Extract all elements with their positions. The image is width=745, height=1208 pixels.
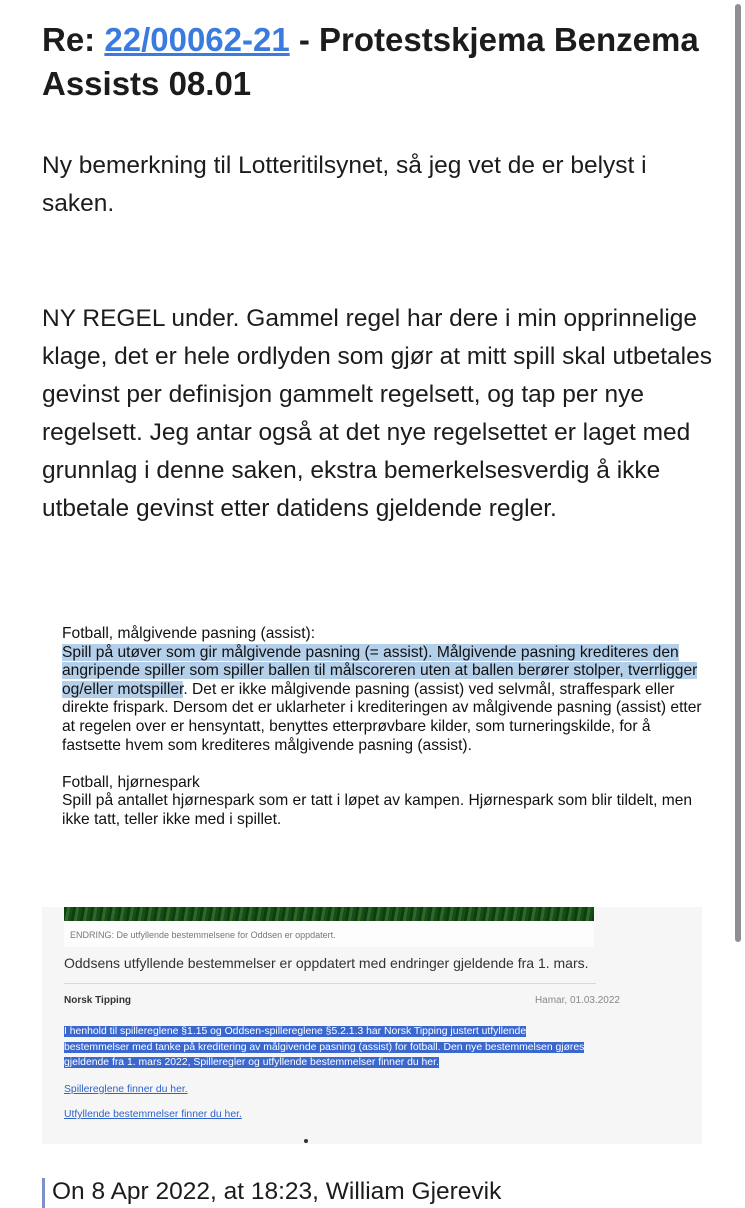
body-paragraph-1: Ny bemerkning til Lotteritilsynet, så jeg vet de er belyst i saken. [42,152,647,217]
scrollbar[interactable] [735,4,741,942]
rules-screenshot [62,625,702,830]
norsk-tipping-screenshot [42,907,702,1144]
grass-image [64,907,594,921]
case-number-link[interactable]: 22/00062-21 [104,21,290,58]
rules-heading-assist: Fotball, målgivende pasning (assist): [62,625,316,642]
change-banner: ENDRING: De utfyllende bestemmelsene for Oddsen er oppdatert. [64,921,594,947]
highlighted-rule-text: Spill på utøver som gir målgivende pasning (= assist). Målgivende pasning krediteres den angripende spiller som spiller ballen til målscoreren uten at ballen berører stolper, tverrligger og/eller motspiller [62,643,698,698]
rules-heading-corner: Fotball, hjørnespark [62,773,200,791]
news-date: Hamar, 01.03.2022 [534,995,620,1006]
rule-rest-text: . Det er ikke målgivende pasning (assist) ved selvmål, straffespark eller direkte frispark. Dersom det er uklarheter i krediteringen av målgivende pasning (assist) etter at regelen over er hensyntatt, benyttes etterprøvbare kilder, som turneringskilde, for å fastsette hvem som krediteres målgivende pasning (assist). [62,680,702,754]
selected-text: I henhold til spillereglene §1.15 og Oddsen-spillereglene §5.2.1.3 har Norsk Tipping justert utfyllende bestemmelser med tanke på kreditering av målgivende pasning (assist) for fotball. Den nye bestemmelsen gjøres gjeldende fra 1. mars 2022, Spilleregler og utfyllende bestemmelser finner du her. [64,1026,585,1068]
news-headline: Oddsens utfyllende bestemmelser er oppdatert med endringer gjeldende fra 1. mars. [64,955,589,971]
dot-indicator [304,1139,308,1143]
rules-link[interactable]: Spillereglene finner du her. [64,1084,188,1095]
subject-prefix: Re: [42,21,96,58]
subject-rest: - Protestskjema Benzema Assists 08.01 [42,21,699,102]
quoted-message-header: On 8 Apr 2022, at 18:23, William Gjerevik [52,1178,502,1205]
divider [64,983,596,984]
rules-assist-text [62,644,702,756]
rules-corner-text: Spill på antallet hjørnespark som er tatt i løpet av kampen. Hjørnespark som blir tildelt, men ikke tatt, teller ikke med i spillet. [62,792,693,828]
news-source: Norsk Tipping [64,995,132,1006]
email-subject [42,18,702,106]
quote-bar [42,1178,45,1208]
body-paragraph-2: NY REGEL under. Gammel regel har dere i min opprinnelige klage, det er hele ordlyden som gjør at mitt spill skal utbetales gevinst per definisjon gammelt regelsett, og tap per nye regelsett. Jeg antar også at det nye regelsettet er laget med grunnlag i denne saken, ekstra bemerkelsesverdig å ikke utbetale gevinst etter datidens gjeldende regler. [42,305,712,522]
supplementary-rules-link[interactable]: Utfyllende bestemmelser finner du her. [64,1109,242,1120]
selected-text-block [64,1024,594,1071]
